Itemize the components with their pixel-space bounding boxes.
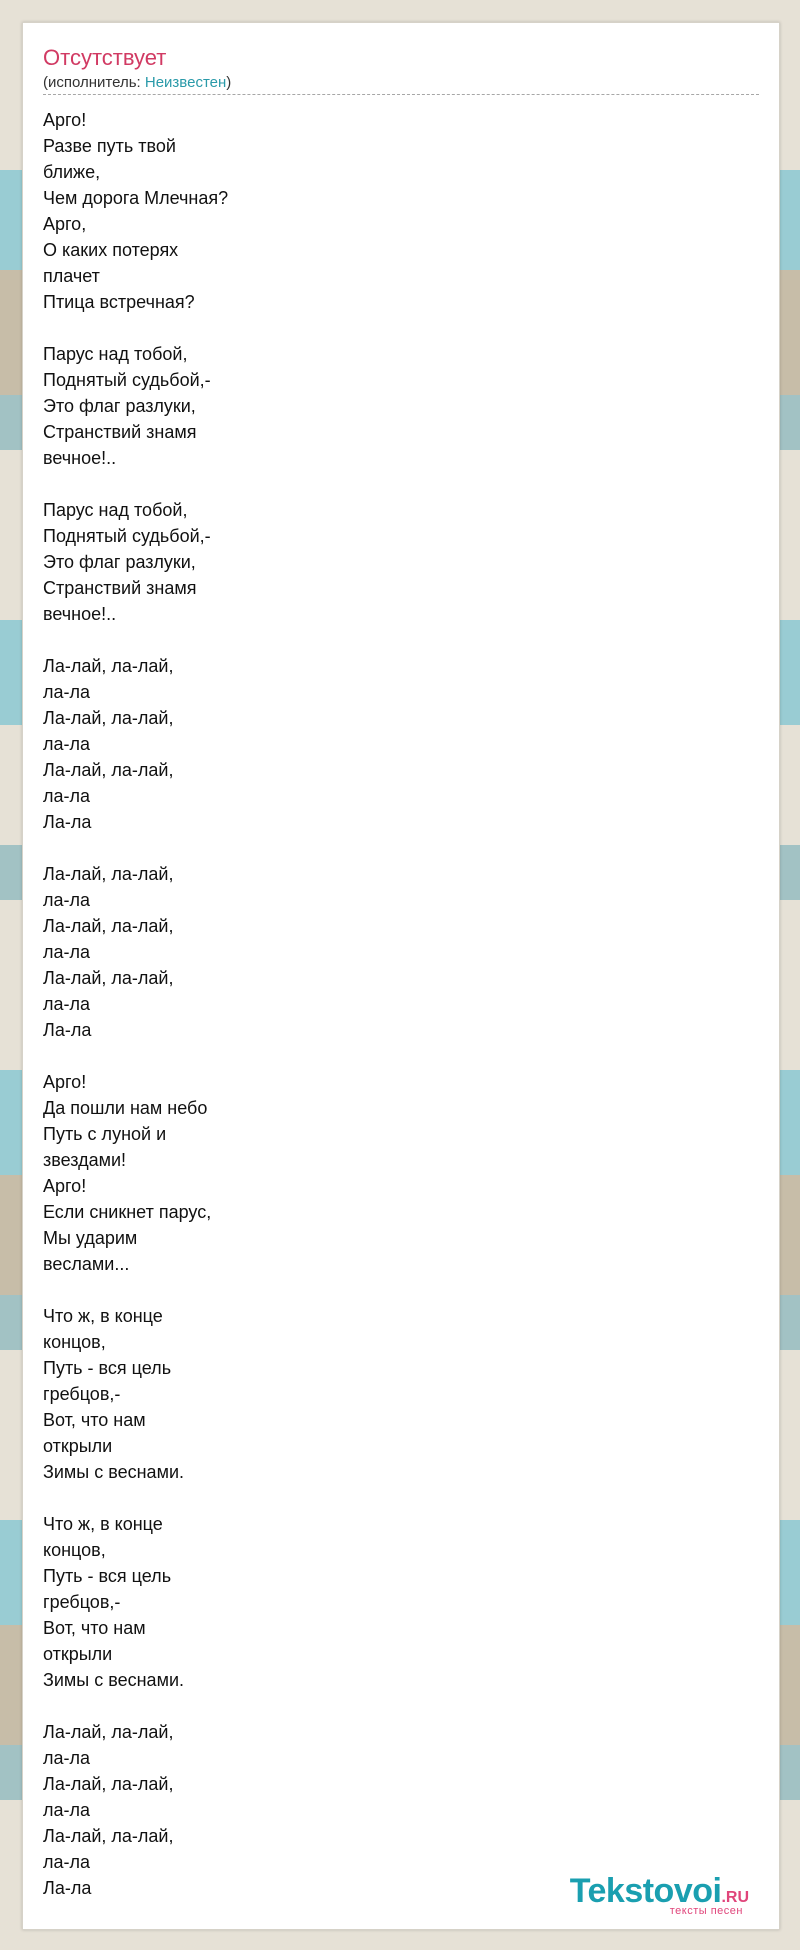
lyrics-line: Птица встречная? <box>43 292 195 312</box>
lyrics-line: Арго! <box>43 1176 87 1196</box>
lyrics-line: Ла-лай, ла-лай, <box>43 1826 174 1846</box>
lyrics-line: Это флаг разлуки, <box>43 396 196 416</box>
lyrics-line: Арго, <box>43 214 87 234</box>
lyrics-line: Путь с луной и <box>43 1124 167 1144</box>
lyrics-line: Ла-лай, ла-лай, <box>43 916 174 936</box>
lyrics-line: ближе, <box>43 162 101 182</box>
lyrics-line: открыли <box>43 1436 113 1456</box>
lyrics-line: Парус над тобой, <box>43 500 188 520</box>
lyrics-line: вечное!.. <box>43 448 117 468</box>
artist-line <box>43 73 759 95</box>
lyrics-line: Вот, что нам <box>43 1618 146 1638</box>
lyrics-line: Ла-лай, ла-лай, <box>43 1774 174 1794</box>
lyrics-line: Поднятый судьбой,- <box>43 370 211 390</box>
lyrics-line: Ла-лай, ла-лай, <box>43 864 174 884</box>
lyrics-line: концов, <box>43 1332 106 1352</box>
lyrics-line: Ла-лай, ла-лай, <box>43 656 174 676</box>
lyrics-line: Поднятый судьбой,- <box>43 526 211 546</box>
lyrics-text <box>43 107 543 1901</box>
lyrics-line: Ла-лай, ла-лай, <box>43 1722 174 1742</box>
lyrics-line: Ла-лай, ла-лай, <box>43 760 174 780</box>
lyrics-line: гребцов,- <box>43 1592 121 1612</box>
artist-prefix: (исполнитель: <box>43 74 145 91</box>
logo-domain: .RU <box>721 1889 749 1906</box>
lyrics-line: ла-ла <box>43 734 91 754</box>
lyrics-line: концов, <box>43 1540 106 1560</box>
lyrics-line: Ла-лай, ла-лай, <box>43 708 174 728</box>
lyrics-line: Странствий знамя <box>43 578 197 598</box>
lyrics-line: Это флаг разлуки, <box>43 552 196 572</box>
lyrics-line: Что ж, в конце <box>43 1514 163 1534</box>
lyrics-line: Арго! <box>43 110 87 130</box>
lyrics-blank-line <box>43 471 543 497</box>
lyrics-blank-line <box>43 835 543 861</box>
logo-wordmark: Tekstovoi <box>569 1872 722 1910</box>
lyrics-line: вечное!.. <box>43 604 117 624</box>
lyrics-line: открыли <box>43 1644 113 1664</box>
lyrics-card <box>22 22 780 1930</box>
lyrics-line: О каких потерях <box>43 240 179 260</box>
lyrics-line: Ла-лай, ла-лай, <box>43 968 174 988</box>
lyrics-line: Ла-ла <box>43 1020 92 1040</box>
song-title: Отсутствует <box>43 45 167 70</box>
lyrics-line: Вот, что нам <box>43 1410 146 1430</box>
lyrics-line: ла-ла <box>43 1748 91 1768</box>
site-logo[interactable] <box>570 1873 749 1917</box>
lyrics-line: гребцов,- <box>43 1384 121 1404</box>
lyrics-line: Да пошли нам небо <box>43 1098 208 1118</box>
lyrics-line: Арго! <box>43 1072 87 1092</box>
song-header <box>43 43 759 95</box>
artist-suffix: ) <box>226 74 232 91</box>
lyrics-line: Зимы с веснами. <box>43 1670 184 1690</box>
lyrics-line: ла-ла <box>43 682 91 702</box>
lyrics-line: Ла-ла <box>43 812 92 832</box>
lyrics-line: Парус над тобой, <box>43 344 188 364</box>
lyrics-line: Путь - вся цель <box>43 1566 172 1586</box>
lyrics-line: ла-ла <box>43 1800 91 1820</box>
lyrics-line: Что ж, в конце <box>43 1306 163 1326</box>
lyrics-line: веслами... <box>43 1254 130 1274</box>
lyrics-blank-line <box>43 1485 543 1511</box>
lyrics-line: звездами! <box>43 1150 127 1170</box>
lyrics-line: Ла-ла <box>43 1878 92 1898</box>
lyrics-line: Разве путь твой <box>43 136 176 156</box>
lyrics-line: плачет <box>43 266 100 286</box>
lyrics-line: ла-ла <box>43 890 91 910</box>
lyrics-line: Путь - вся цель <box>43 1358 172 1378</box>
lyrics-line: ла-ла <box>43 994 91 1014</box>
lyrics-blank-line <box>43 1277 543 1303</box>
lyrics-blank-line <box>43 627 543 653</box>
lyrics-line: ла-ла <box>43 1852 91 1872</box>
lyrics-line: ла-ла <box>43 786 91 806</box>
lyrics-line: Зимы с веснами. <box>43 1462 184 1482</box>
lyrics-blank-line <box>43 315 543 341</box>
lyrics-line: Странствий знамя <box>43 422 197 442</box>
lyrics-line: Если сникнет парус, <box>43 1202 212 1222</box>
logo-tagline: тексты песен <box>669 1905 743 1917</box>
lyrics-line: ла-ла <box>43 942 91 962</box>
artist-link[interactable]: Неизвестен <box>144 74 227 91</box>
lyrics-blank-line <box>43 1043 543 1069</box>
lyrics-blank-line <box>43 1693 543 1719</box>
lyrics-line: Чем дорога Млечная? <box>43 188 229 208</box>
lyrics-line: Мы ударим <box>43 1228 138 1248</box>
